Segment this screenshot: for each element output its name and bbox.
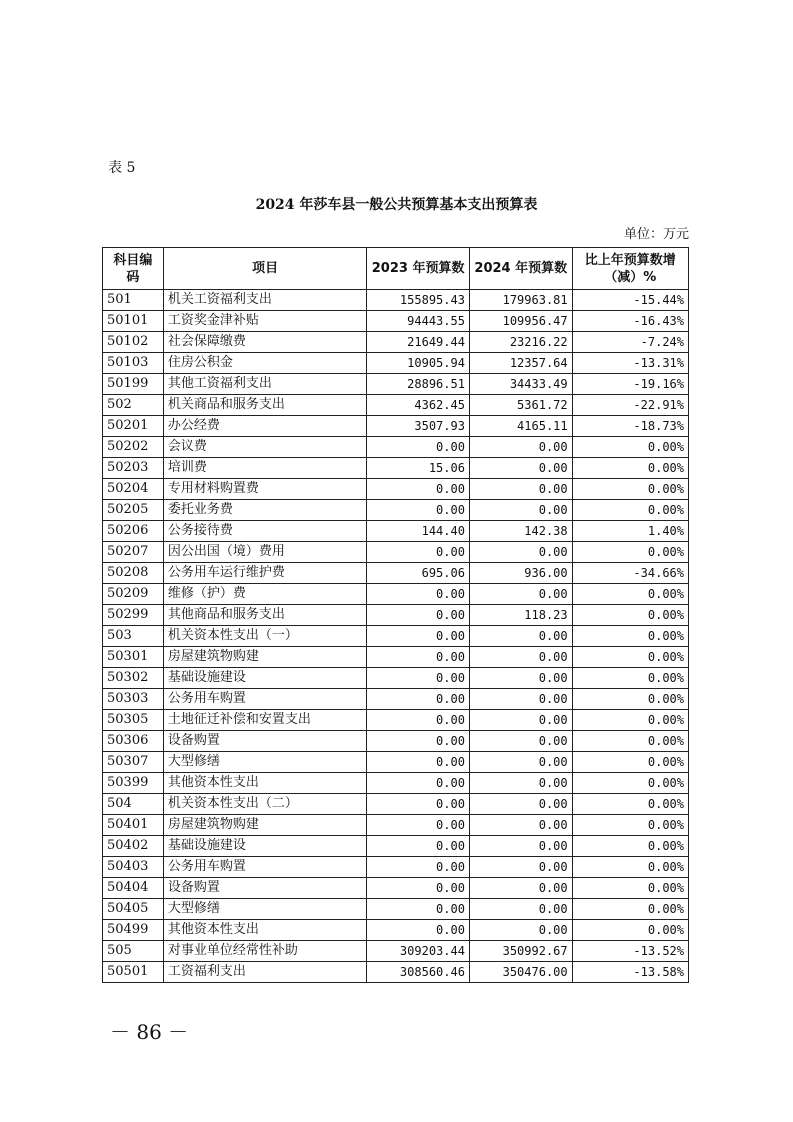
cell-change-percent: -13.31% xyxy=(572,353,688,374)
cell-budget-2023: 0.00 xyxy=(367,731,470,752)
table-row xyxy=(103,479,689,500)
cell-change-percent: -19.16% xyxy=(572,374,688,395)
cell-budget-2023: 0.00 xyxy=(367,920,470,941)
cell-code: 50401 xyxy=(103,815,164,836)
cell-change-percent: 0.00% xyxy=(572,773,688,794)
table-row xyxy=(103,962,689,983)
table-row xyxy=(103,332,689,353)
cell-item: 设备购置 xyxy=(163,878,366,899)
table-row xyxy=(103,605,689,626)
cell-budget-2024: 936.00 xyxy=(469,563,572,584)
cell-item: 其他资本性支出 xyxy=(163,773,366,794)
table-row xyxy=(103,836,689,857)
budget-table xyxy=(102,247,689,983)
cell-budget-2023: 0.00 xyxy=(367,878,470,899)
cell-budget-2024: 0.00 xyxy=(469,899,572,920)
cell-item: 维修（护）费 xyxy=(163,584,366,605)
cell-budget-2024: 0.00 xyxy=(469,668,572,689)
cell-item: 社会保障缴费 xyxy=(163,332,366,353)
document-title: 2024 年莎车县一般公共预算基本支出预算表 xyxy=(255,197,538,213)
cell-code: 50208 xyxy=(103,563,164,584)
cell-item: 公务接待费 xyxy=(163,521,366,542)
table-row xyxy=(103,584,689,605)
table-row xyxy=(103,311,689,332)
cell-item: 大型修缮 xyxy=(163,752,366,773)
cell-code: 50305 xyxy=(103,710,164,731)
cell-code: 50201 xyxy=(103,416,164,437)
cell-code: 50403 xyxy=(103,857,164,878)
cell-budget-2024: 179963.81 xyxy=(469,290,572,311)
cell-item: 办公经费 xyxy=(163,416,366,437)
cell-change-percent: 0.00% xyxy=(572,542,688,563)
cell-item: 基础设施建设 xyxy=(163,668,366,689)
table-row xyxy=(103,668,689,689)
cell-code: 50299 xyxy=(103,605,164,626)
cell-item: 房屋建筑物购建 xyxy=(163,815,366,836)
cell-budget-2023: 0.00 xyxy=(367,437,470,458)
header-2024-budget: 2024 年预算数 xyxy=(469,248,572,290)
cell-budget-2024: 0.00 xyxy=(469,815,572,836)
cell-budget-2023: 21649.44 xyxy=(367,332,470,353)
cell-change-percent: 0.00% xyxy=(572,731,688,752)
header-item: 项目 xyxy=(163,248,366,290)
cell-change-percent: -7.24% xyxy=(572,332,688,353)
cell-change-percent: 0.00% xyxy=(572,878,688,899)
cell-budget-2024: 0.00 xyxy=(469,437,572,458)
cell-item: 机关资本性支出（一） xyxy=(163,626,366,647)
cell-budget-2023: 15.06 xyxy=(367,458,470,479)
cell-budget-2023: 695.06 xyxy=(367,563,470,584)
cell-budget-2024: 0.00 xyxy=(469,731,572,752)
cell-change-percent: 0.00% xyxy=(572,584,688,605)
cell-change-percent: -16.43% xyxy=(572,311,688,332)
cell-change-percent: -13.58% xyxy=(572,962,688,983)
cell-budget-2024: 0.00 xyxy=(469,710,572,731)
cell-item: 公务用车购置 xyxy=(163,857,366,878)
cell-change-percent: 0.00% xyxy=(572,815,688,836)
table-row xyxy=(103,710,689,731)
table-row xyxy=(103,563,689,584)
cell-code: 505 xyxy=(103,941,164,962)
cell-item: 设备购置 xyxy=(163,731,366,752)
cell-code: 504 xyxy=(103,794,164,815)
cell-budget-2023: 0.00 xyxy=(367,584,470,605)
cell-budget-2023: 0.00 xyxy=(367,626,470,647)
cell-change-percent: -34.66% xyxy=(572,563,688,584)
cell-change-percent: 0.00% xyxy=(572,437,688,458)
cell-budget-2024: 0.00 xyxy=(469,689,572,710)
cell-change-percent: 0.00% xyxy=(572,836,688,857)
cell-budget-2023: 0.00 xyxy=(367,542,470,563)
cell-code: 50402 xyxy=(103,836,164,857)
cell-item: 会议费 xyxy=(163,437,366,458)
header-2023-budget: 2023 年预算数 xyxy=(367,248,470,290)
cell-item: 机关资本性支出（二） xyxy=(163,794,366,815)
cell-item: 其他商品和服务支出 xyxy=(163,605,366,626)
cell-code: 50199 xyxy=(103,374,164,395)
cell-change-percent: -15.44% xyxy=(572,290,688,311)
cell-budget-2024: 12357.64 xyxy=(469,353,572,374)
table-row xyxy=(103,416,689,437)
cell-change-percent: 0.00% xyxy=(572,479,688,500)
table-row xyxy=(103,395,689,416)
cell-budget-2023: 28896.51 xyxy=(367,374,470,395)
table-header-row xyxy=(103,248,689,290)
cell-budget-2023: 0.00 xyxy=(367,857,470,878)
cell-item: 其他工资福利支出 xyxy=(163,374,366,395)
cell-budget-2024: 0.00 xyxy=(469,920,572,941)
cell-budget-2024: 0.00 xyxy=(469,626,572,647)
cell-change-percent: 0.00% xyxy=(572,920,688,941)
cell-code: 50102 xyxy=(103,332,164,353)
cell-budget-2023: 308560.46 xyxy=(367,962,470,983)
cell-code: 50399 xyxy=(103,773,164,794)
cell-budget-2024: 0.00 xyxy=(469,878,572,899)
cell-budget-2024: 0.00 xyxy=(469,752,572,773)
cell-item: 委托业务费 xyxy=(163,500,366,521)
table-row xyxy=(103,500,689,521)
cell-change-percent: 0.00% xyxy=(572,752,688,773)
cell-code: 50302 xyxy=(103,668,164,689)
table-row xyxy=(103,899,689,920)
table-row xyxy=(103,458,689,479)
cell-item: 房屋建筑物购建 xyxy=(163,647,366,668)
cell-change-percent: 0.00% xyxy=(572,605,688,626)
cell-code: 50202 xyxy=(103,437,164,458)
cell-item: 对事业单位经常性补助 xyxy=(163,941,366,962)
cell-change-percent: 0.00% xyxy=(572,647,688,668)
cell-change-percent: 0.00% xyxy=(572,500,688,521)
cell-code: 50306 xyxy=(103,731,164,752)
cell-budget-2024: 0.00 xyxy=(469,836,572,857)
cell-budget-2024: 350992.67 xyxy=(469,941,572,962)
cell-budget-2023: 0.00 xyxy=(367,668,470,689)
cell-change-percent: -22.91% xyxy=(572,395,688,416)
cell-item: 因公出国（境）费用 xyxy=(163,542,366,563)
table-row xyxy=(103,752,689,773)
cell-budget-2024: 0.00 xyxy=(469,479,572,500)
cell-budget-2024: 0.00 xyxy=(469,857,572,878)
cell-budget-2024: 0.00 xyxy=(469,458,572,479)
cell-budget-2024: 0.00 xyxy=(469,794,572,815)
cell-code: 50203 xyxy=(103,458,164,479)
cell-budget-2024: 118.23 xyxy=(469,605,572,626)
cell-budget-2024: 23216.22 xyxy=(469,332,572,353)
cell-budget-2024: 0.00 xyxy=(469,542,572,563)
cell-code: 50301 xyxy=(103,647,164,668)
cell-budget-2023: 0.00 xyxy=(367,647,470,668)
cell-code: 50207 xyxy=(103,542,164,563)
cell-change-percent: 0.00% xyxy=(572,668,688,689)
table-row xyxy=(103,794,689,815)
cell-budget-2024: 350476.00 xyxy=(469,962,572,983)
cell-budget-2023: 0.00 xyxy=(367,836,470,857)
cell-code: 50209 xyxy=(103,584,164,605)
table-row xyxy=(103,374,689,395)
cell-budget-2024: 0.00 xyxy=(469,647,572,668)
table-row xyxy=(103,626,689,647)
table-row xyxy=(103,815,689,836)
page-number: － 86 － xyxy=(110,1020,189,1044)
cell-budget-2023: 0.00 xyxy=(367,479,470,500)
table-number-label: 表 5 xyxy=(108,160,136,176)
table-row xyxy=(103,941,689,962)
cell-budget-2024: 4165.11 xyxy=(469,416,572,437)
table-row xyxy=(103,689,689,710)
cell-budget-2023: 10905.94 xyxy=(367,353,470,374)
table-row xyxy=(103,437,689,458)
header-code: 科目编码 xyxy=(103,248,164,290)
cell-code: 503 xyxy=(103,626,164,647)
table-row xyxy=(103,542,689,563)
cell-change-percent: 0.00% xyxy=(572,710,688,731)
cell-budget-2023: 0.00 xyxy=(367,899,470,920)
cell-budget-2023: 0.00 xyxy=(367,815,470,836)
table-row xyxy=(103,521,689,542)
cell-code: 50103 xyxy=(103,353,164,374)
cell-budget-2023: 0.00 xyxy=(367,689,470,710)
cell-code: 50303 xyxy=(103,689,164,710)
cell-budget-2023: 155895.43 xyxy=(367,290,470,311)
cell-change-percent: 0.00% xyxy=(572,458,688,479)
cell-change-percent: 0.00% xyxy=(572,857,688,878)
cell-budget-2023: 0.00 xyxy=(367,773,470,794)
table-row xyxy=(103,290,689,311)
cell-budget-2024: 109956.47 xyxy=(469,311,572,332)
cell-change-percent: -13.52% xyxy=(572,941,688,962)
table-row xyxy=(103,878,689,899)
cell-budget-2023: 0.00 xyxy=(367,752,470,773)
cell-budget-2024: 0.00 xyxy=(469,584,572,605)
cell-item: 机关商品和服务支出 xyxy=(163,395,366,416)
cell-budget-2024: 142.38 xyxy=(469,521,572,542)
cell-code: 50499 xyxy=(103,920,164,941)
cell-budget-2024: 34433.49 xyxy=(469,374,572,395)
cell-budget-2024: 0.00 xyxy=(469,773,572,794)
cell-item: 大型修缮 xyxy=(163,899,366,920)
table-body xyxy=(103,290,689,983)
cell-code: 50206 xyxy=(103,521,164,542)
cell-budget-2023: 94443.55 xyxy=(367,311,470,332)
table-row xyxy=(103,353,689,374)
cell-item: 公务用车购置 xyxy=(163,689,366,710)
cell-item: 基础设施建设 xyxy=(163,836,366,857)
table-row xyxy=(103,647,689,668)
cell-budget-2023: 4362.45 xyxy=(367,395,470,416)
table-row xyxy=(103,731,689,752)
cell-budget-2023: 309203.44 xyxy=(367,941,470,962)
cell-change-percent: 1.40% xyxy=(572,521,688,542)
cell-budget-2023: 0.00 xyxy=(367,605,470,626)
cell-code: 50101 xyxy=(103,311,164,332)
cell-item: 机关工资福利支出 xyxy=(163,290,366,311)
cell-code: 501 xyxy=(103,290,164,311)
cell-code: 50307 xyxy=(103,752,164,773)
cell-code: 50404 xyxy=(103,878,164,899)
cell-code: 50501 xyxy=(103,962,164,983)
table-row xyxy=(103,773,689,794)
cell-budget-2024: 0.00 xyxy=(469,500,572,521)
cell-item: 住房公积金 xyxy=(163,353,366,374)
cell-budget-2023: 3507.93 xyxy=(367,416,470,437)
cell-code: 50205 xyxy=(103,500,164,521)
cell-code: 502 xyxy=(103,395,164,416)
table-row xyxy=(103,857,689,878)
table-row xyxy=(103,920,689,941)
cell-item: 其他资本性支出 xyxy=(163,920,366,941)
cell-item: 公务用车运行维护费 xyxy=(163,563,366,584)
cell-item: 土地征迁补偿和安置支出 xyxy=(163,710,366,731)
cell-budget-2023: 0.00 xyxy=(367,794,470,815)
cell-budget-2023: 0.00 xyxy=(367,500,470,521)
cell-budget-2023: 144.40 xyxy=(367,521,470,542)
cell-budget-2024: 5361.72 xyxy=(469,395,572,416)
cell-code: 50405 xyxy=(103,899,164,920)
cell-code: 50204 xyxy=(103,479,164,500)
cell-change-percent: 0.00% xyxy=(572,899,688,920)
cell-change-percent: -18.73% xyxy=(572,416,688,437)
cell-change-percent: 0.00% xyxy=(572,626,688,647)
cell-change-percent: 0.00% xyxy=(572,689,688,710)
unit-label: 单位：万元 xyxy=(623,227,689,242)
cell-item: 培训费 xyxy=(163,458,366,479)
cell-item: 工资奖金津补贴 xyxy=(163,311,366,332)
header-change-percent: 比上年预算数增（减）% xyxy=(572,248,688,290)
cell-item: 工资福利支出 xyxy=(163,962,366,983)
cell-change-percent: 0.00% xyxy=(572,794,688,815)
cell-item: 专用材料购置费 xyxy=(163,479,366,500)
cell-budget-2023: 0.00 xyxy=(367,710,470,731)
